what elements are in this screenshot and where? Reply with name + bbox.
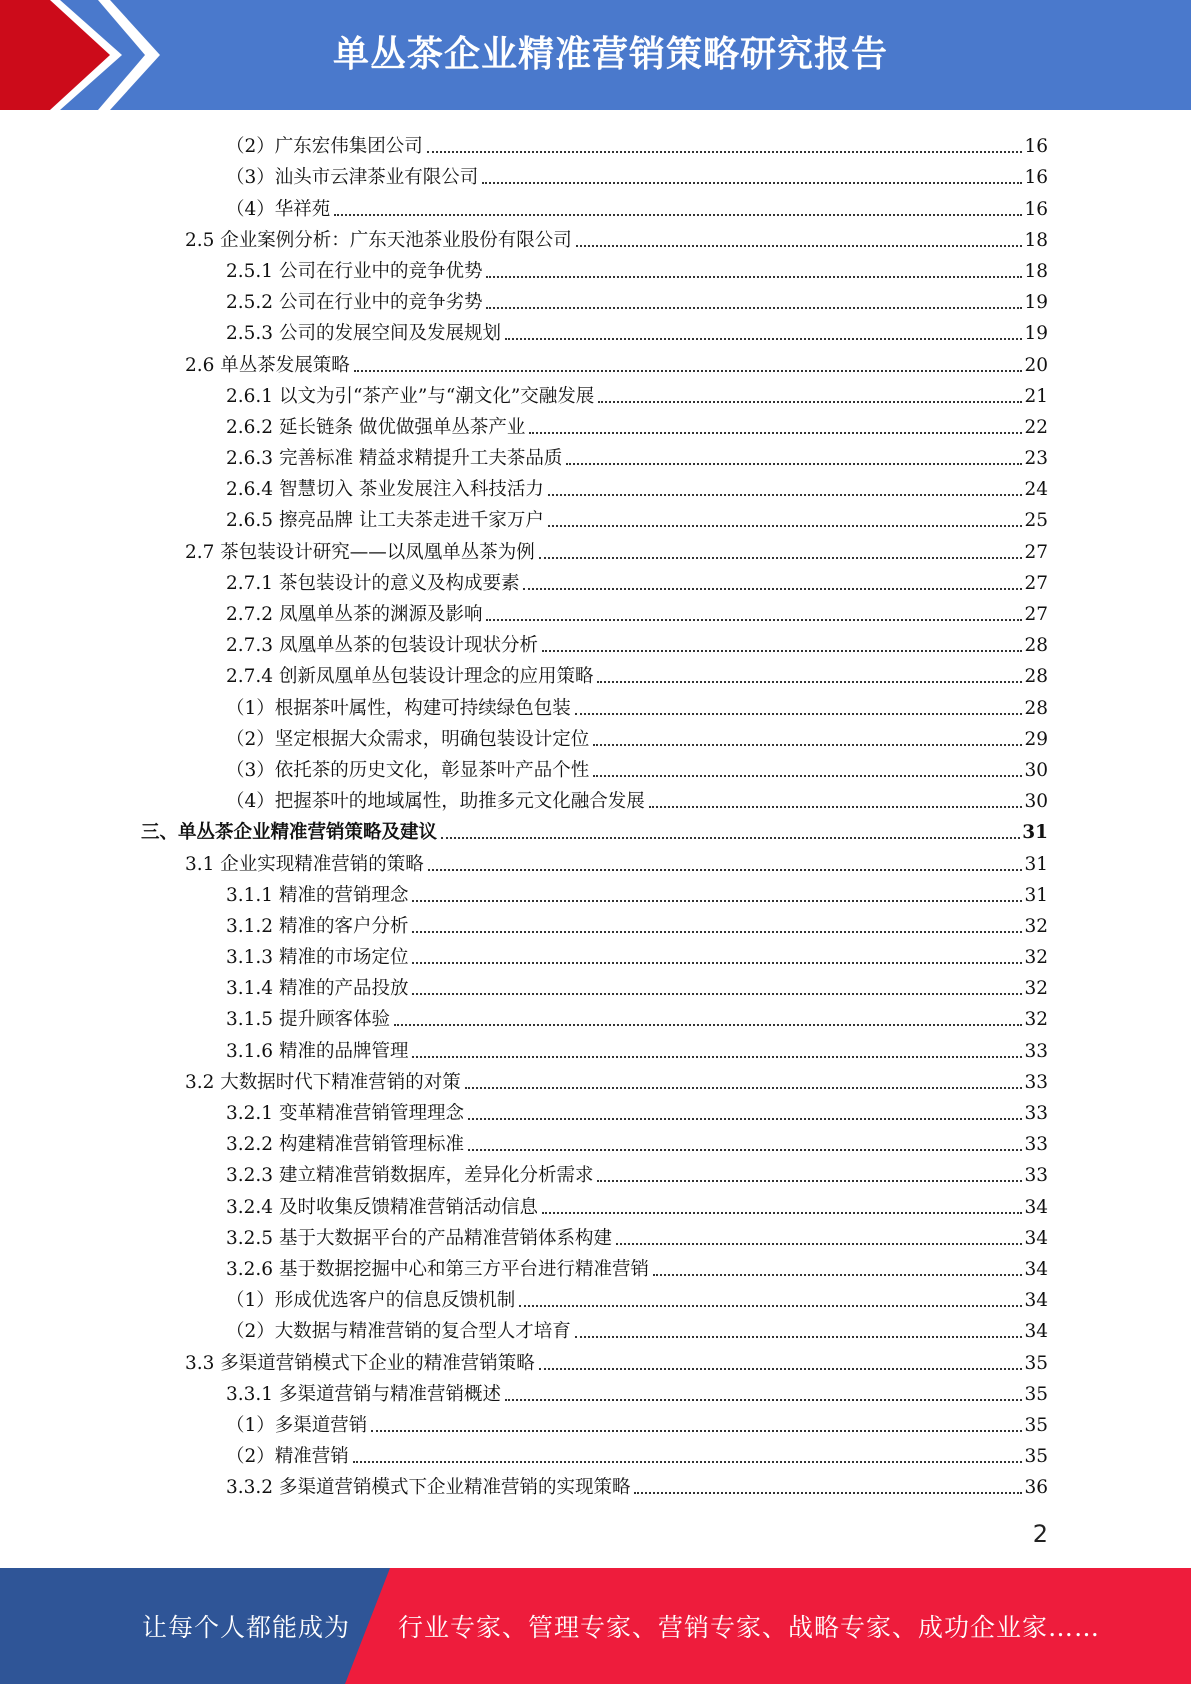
toc-entry-title: （3）汕头市云津茶业有限公司 xyxy=(226,167,479,189)
toc-entry[interactable] xyxy=(0,596,1191,627)
toc-dot-leader xyxy=(412,962,1022,964)
toc-dot-leader xyxy=(576,245,1023,247)
toc-entry-title: （1）多渠道营销 xyxy=(226,1414,368,1436)
toc-entry[interactable] xyxy=(0,502,1191,533)
toc-entry[interactable] xyxy=(0,1438,1191,1469)
toc-entry[interactable] xyxy=(0,627,1191,658)
toc-dot-leader xyxy=(529,432,1022,434)
toc-entry-page: 32 xyxy=(1024,915,1048,937)
toc-entry-page: 19 xyxy=(1024,292,1048,314)
toc-entry-title: 2.5 企业案例分析：广东天池茶业股份有限公司 xyxy=(185,229,572,251)
footer-slogan-left: 让每个人都能成为 xyxy=(142,1613,351,1642)
toc-dot-leader xyxy=(486,619,1022,621)
toc-entry-page: 22 xyxy=(1024,416,1048,438)
toc-entry[interactable] xyxy=(0,346,1191,377)
toc-entry[interactable] xyxy=(0,284,1191,315)
toc-entry-title: 2.7.4 创新凤凰单丛包装设计理念的应用策略 xyxy=(226,666,594,688)
toc-dot-leader xyxy=(427,151,1023,153)
toc-entry[interactable] xyxy=(0,222,1191,253)
toc-entry-title: 3.2.4 及时收集反馈精准营销活动信息 xyxy=(226,1196,538,1218)
toc-entry-page: 33 xyxy=(1024,1103,1048,1124)
toc-dot-leader xyxy=(465,1087,1023,1089)
toc-entry-page: 16 xyxy=(1024,136,1048,158)
toc-entry-page: 35 xyxy=(1024,1352,1048,1374)
toc-entry[interactable] xyxy=(0,315,1191,346)
toc-dot-leader xyxy=(412,1056,1022,1058)
toc-entry-title: 3.3 多渠道营销模式下企业的精准营销策略 xyxy=(185,1352,535,1374)
toc-dot-leader xyxy=(519,1305,1022,1307)
toc-dot-leader xyxy=(412,993,1022,995)
toc-entry-page: 33 xyxy=(1024,1071,1048,1093)
toc-entry[interactable] xyxy=(0,658,1191,689)
toc-entry-title: 2.5.1 公司在行业中的竞争优势 xyxy=(226,260,483,282)
toc-entry-page: 34 xyxy=(1024,1227,1048,1249)
toc-entry[interactable] xyxy=(0,689,1191,720)
toc-entry[interactable] xyxy=(0,1095,1191,1126)
toc-entry-title: 2.6 单丛茶发展策略 xyxy=(185,354,350,376)
toc-entry-title: 2.6.2 延长链条 做优做强单丛茶产业 xyxy=(226,416,526,438)
toc-entry-title: 3.1.4 精准的产品投放 xyxy=(226,978,409,1000)
toc-entry-title: （3）依托茶的历史文化，彰显茶叶产品个性 xyxy=(226,759,590,781)
toc-entry-title: 2.7 茶包装设计研究——以凤凰单丛茶为例 xyxy=(185,541,535,563)
toc-entry[interactable] xyxy=(0,533,1191,564)
toc-dot-leader xyxy=(542,650,1022,652)
toc-entry-page: 31 xyxy=(1024,884,1048,906)
document-title: 单丛茶企业精准营销策略研究报告 xyxy=(332,34,888,75)
toc-dot-leader xyxy=(542,1212,1022,1214)
toc-entry-title: 2.5.2 公司在行业中的竞争劣势 xyxy=(226,292,483,314)
toc-dot-leader xyxy=(539,1368,1023,1370)
toc-entry[interactable] xyxy=(0,1376,1191,1407)
toc-entry-page: 32 xyxy=(1024,947,1048,969)
toc-dot-leader xyxy=(441,837,1020,839)
toc-entry[interactable] xyxy=(0,752,1191,783)
toc-entry[interactable] xyxy=(0,253,1191,284)
toc-entry[interactable] xyxy=(0,845,1191,876)
toc-entry-title: 3.2 大数据时代下精准营销的对策 xyxy=(185,1071,461,1093)
toc-dot-leader xyxy=(634,1492,1022,1494)
toc-entry[interactable] xyxy=(0,939,1191,970)
toc-dot-leader xyxy=(575,1336,1023,1338)
toc-entry[interactable] xyxy=(0,877,1191,908)
toc-entry-page: 28 xyxy=(1024,697,1048,719)
toc-dot-leader xyxy=(649,806,1023,808)
toc-dot-leader xyxy=(598,401,1022,403)
toc-dot-leader xyxy=(593,775,1022,777)
toc-entry-page: 28 xyxy=(1024,635,1048,657)
toc-entry[interactable] xyxy=(0,783,1191,814)
toc-dot-leader xyxy=(653,1274,1022,1276)
toc-entry-page: 32 xyxy=(1024,978,1048,1000)
toc-dot-leader xyxy=(597,681,1022,683)
toc-dot-leader xyxy=(334,214,1022,216)
toc-dot-leader xyxy=(505,1399,1022,1401)
toc-entry-page: 25 xyxy=(1024,510,1048,532)
toc-entry-page: 21 xyxy=(1024,385,1048,407)
toc-entry-page: 34 xyxy=(1024,1196,1048,1218)
toc-entry[interactable] xyxy=(0,471,1191,502)
toc-entry-title: 3.1.1 精准的营销理念 xyxy=(226,884,409,906)
toc-entry-page: 27 xyxy=(1024,541,1048,563)
table-of-contents xyxy=(0,128,1191,1500)
toc-entry-title: 3.1.2 精准的客户分析 xyxy=(226,915,409,937)
toc-entry-title: 3.1.3 精准的市场定位 xyxy=(226,947,409,969)
toc-entry-title: 3.1.6 精准的品牌管理 xyxy=(226,1040,409,1062)
toc-dot-leader xyxy=(566,463,1022,465)
toc-entry-title: 2.7.2 凤凰单丛茶的渊源及影响 xyxy=(226,604,483,625)
toc-entry[interactable] xyxy=(0,721,1191,752)
toc-entry[interactable] xyxy=(0,1188,1191,1219)
toc-entry-title: 3.2.2 构建精准营销管理标准 xyxy=(226,1134,464,1156)
toc-dot-leader xyxy=(597,1180,1022,1182)
toc-entry-page: 19 xyxy=(1024,323,1048,345)
page-header xyxy=(0,0,1191,110)
toc-entry[interactable] xyxy=(0,565,1191,596)
page-number: 2 xyxy=(1032,1520,1048,1548)
toc-dot-leader xyxy=(468,1149,1022,1151)
toc-entry[interactable] xyxy=(0,1344,1191,1375)
toc-entry-page: 32 xyxy=(1024,1009,1048,1031)
toc-entry-page: 27 xyxy=(1024,604,1048,625)
toc-entry-title: 2.6.1 以文为引“茶产业”与“潮文化”交融发展 xyxy=(226,385,595,407)
toc-entry[interactable] xyxy=(0,128,1191,159)
toc-entry-page: 35 xyxy=(1024,1383,1048,1405)
toc-entry[interactable] xyxy=(0,1313,1191,1344)
toc-entry-page: 18 xyxy=(1024,260,1048,282)
toc-dot-leader xyxy=(412,931,1022,933)
toc-entry-page: 31 xyxy=(1024,853,1048,875)
toc-entry-page: 20 xyxy=(1024,354,1048,376)
toc-entry-page: 33 xyxy=(1024,1040,1048,1062)
toc-dot-leader xyxy=(575,713,1023,715)
toc-entry-title: 2.6.4 智慧切入 茶业发展注入科技活力 xyxy=(226,479,544,501)
toc-entry-page: 18 xyxy=(1024,229,1048,251)
toc-dot-leader xyxy=(505,338,1022,340)
toc-dot-leader xyxy=(412,900,1022,902)
toc-entry[interactable] xyxy=(0,1001,1191,1032)
toc-entry-title: （1）根据茶叶属性，构建可持续绿色包装 xyxy=(226,697,571,719)
toc-entry[interactable] xyxy=(0,1157,1191,1188)
toc-entry-page: 30 xyxy=(1024,759,1048,781)
toc-entry-title: （1）形成优选客户的信息反馈机制 xyxy=(226,1290,516,1312)
toc-entry-page: 23 xyxy=(1024,448,1048,470)
toc-entry-page: 24 xyxy=(1024,479,1048,501)
toc-entry-page: 16 xyxy=(1024,167,1048,189)
toc-entry-page: 29 xyxy=(1024,728,1048,750)
toc-entry[interactable] xyxy=(0,440,1191,471)
toc-dot-leader xyxy=(354,370,1023,372)
toc-entry-title: （2）坚定根据大众需求，明确包装设计定位 xyxy=(226,728,590,750)
toc-entry-page: 35 xyxy=(1024,1414,1048,1436)
toc-entry[interactable] xyxy=(0,970,1191,1001)
toc-entry[interactable] xyxy=(0,1469,1191,1500)
toc-entry-title: （2）大数据与精准营销的复合型人才培育 xyxy=(226,1321,571,1343)
toc-entry[interactable] xyxy=(0,378,1191,409)
toc-entry[interactable] xyxy=(0,190,1191,221)
toc-entry[interactable] xyxy=(0,1251,1191,1282)
toc-entry-title: 3.2.3 建立精准营销数据库，差异化分析需求 xyxy=(226,1165,594,1187)
toc-entry-title: （2）精准营销 xyxy=(226,1446,349,1468)
toc-dot-leader xyxy=(548,525,1023,527)
toc-dot-leader xyxy=(486,307,1022,309)
toc-entry[interactable] xyxy=(0,1282,1191,1313)
toc-entry[interactable] xyxy=(0,1220,1191,1251)
toc-entry-title: 3.3.1 多渠道营销与精准营销概述 xyxy=(226,1383,501,1405)
toc-entry-page: 30 xyxy=(1024,791,1048,813)
toc-dot-leader xyxy=(394,1024,1022,1026)
toc-entry[interactable] xyxy=(0,1032,1191,1063)
toc-entry-title: 3.1 企业实现精准营销的策略 xyxy=(185,853,424,875)
toc-dot-leader xyxy=(523,588,1022,590)
toc-entry-title: 3.2.1 变革精准营销管理理念 xyxy=(226,1103,464,1124)
toc-entry[interactable] xyxy=(0,814,1191,845)
toc-dot-leader xyxy=(428,869,1023,871)
toc-entry-title: 三、单丛茶企业精准营销策略及建议 xyxy=(141,822,438,844)
toc-dot-leader xyxy=(371,1430,1022,1432)
toc-entry-page: 16 xyxy=(1024,198,1048,220)
toc-entry[interactable] xyxy=(0,1064,1191,1095)
toc-entry-title: （2）广东宏伟集团公司 xyxy=(226,136,423,158)
toc-entry-page: 36 xyxy=(1024,1477,1048,1499)
page-footer xyxy=(0,1568,1191,1684)
toc-entry-title: 3.2.5 基于大数据平台的产品精准营销体系构建 xyxy=(226,1227,612,1249)
toc-dot-leader xyxy=(486,276,1022,278)
toc-entry-page: 33 xyxy=(1024,1134,1048,1156)
toc-entry-title: 2.5.3 公司的发展空间及发展规划 xyxy=(226,323,501,345)
toc-entry-page: 27 xyxy=(1024,572,1048,594)
toc-entry[interactable] xyxy=(0,908,1191,939)
toc-entry-page: 34 xyxy=(1024,1290,1048,1312)
toc-entry[interactable] xyxy=(0,1126,1191,1157)
toc-entry-page: 35 xyxy=(1024,1446,1048,1468)
toc-entry[interactable] xyxy=(0,1407,1191,1438)
toc-entry-title: 3.1.5 提升顾客体验 xyxy=(226,1009,390,1031)
toc-entry-title: 2.6.3 完善标准 精益求精提升工夫茶品质 xyxy=(226,448,563,470)
toc-dot-leader xyxy=(468,1118,1022,1120)
toc-dot-leader xyxy=(593,744,1022,746)
toc-entry-page: 33 xyxy=(1024,1165,1048,1187)
toc-dot-leader xyxy=(539,557,1023,559)
toc-dot-leader xyxy=(616,1243,1022,1245)
toc-entry-title: 2.7.3 凤凰单丛茶的包装设计现状分析 xyxy=(226,635,538,657)
toc-entry-page: 28 xyxy=(1024,666,1048,688)
toc-entry-title: 2.6.5 擦亮品牌 让工夫茶走进千家万户 xyxy=(226,510,544,532)
toc-entry-title: 3.2.6 基于数据挖掘中心和第三方平台进行精准营销 xyxy=(226,1258,649,1280)
toc-entry-title: （4）华祥苑 xyxy=(226,198,331,220)
toc-entry-page: 34 xyxy=(1024,1321,1048,1343)
toc-entry[interactable] xyxy=(0,159,1191,190)
toc-dot-leader xyxy=(482,182,1022,184)
toc-entry-page: 34 xyxy=(1024,1258,1048,1280)
toc-entry-title: 3.3.2 多渠道营销模式下企业精准营销的实现策略 xyxy=(226,1477,631,1499)
toc-dot-leader xyxy=(353,1461,1023,1463)
toc-entry-title: 2.7.1 茶包装设计的意义及构成要素 xyxy=(226,572,520,594)
toc-entry-page: 31 xyxy=(1022,822,1048,844)
footer-slogan-right: 行业专家、管理专家、营销专家、战略专家、成功企业家…… xyxy=(398,1613,1101,1642)
toc-entry-title: （4）把握茶叶的地域属性，助推多元文化融合发展 xyxy=(226,791,645,813)
toc-entry[interactable] xyxy=(0,409,1191,440)
toc-dot-leader xyxy=(548,494,1023,496)
